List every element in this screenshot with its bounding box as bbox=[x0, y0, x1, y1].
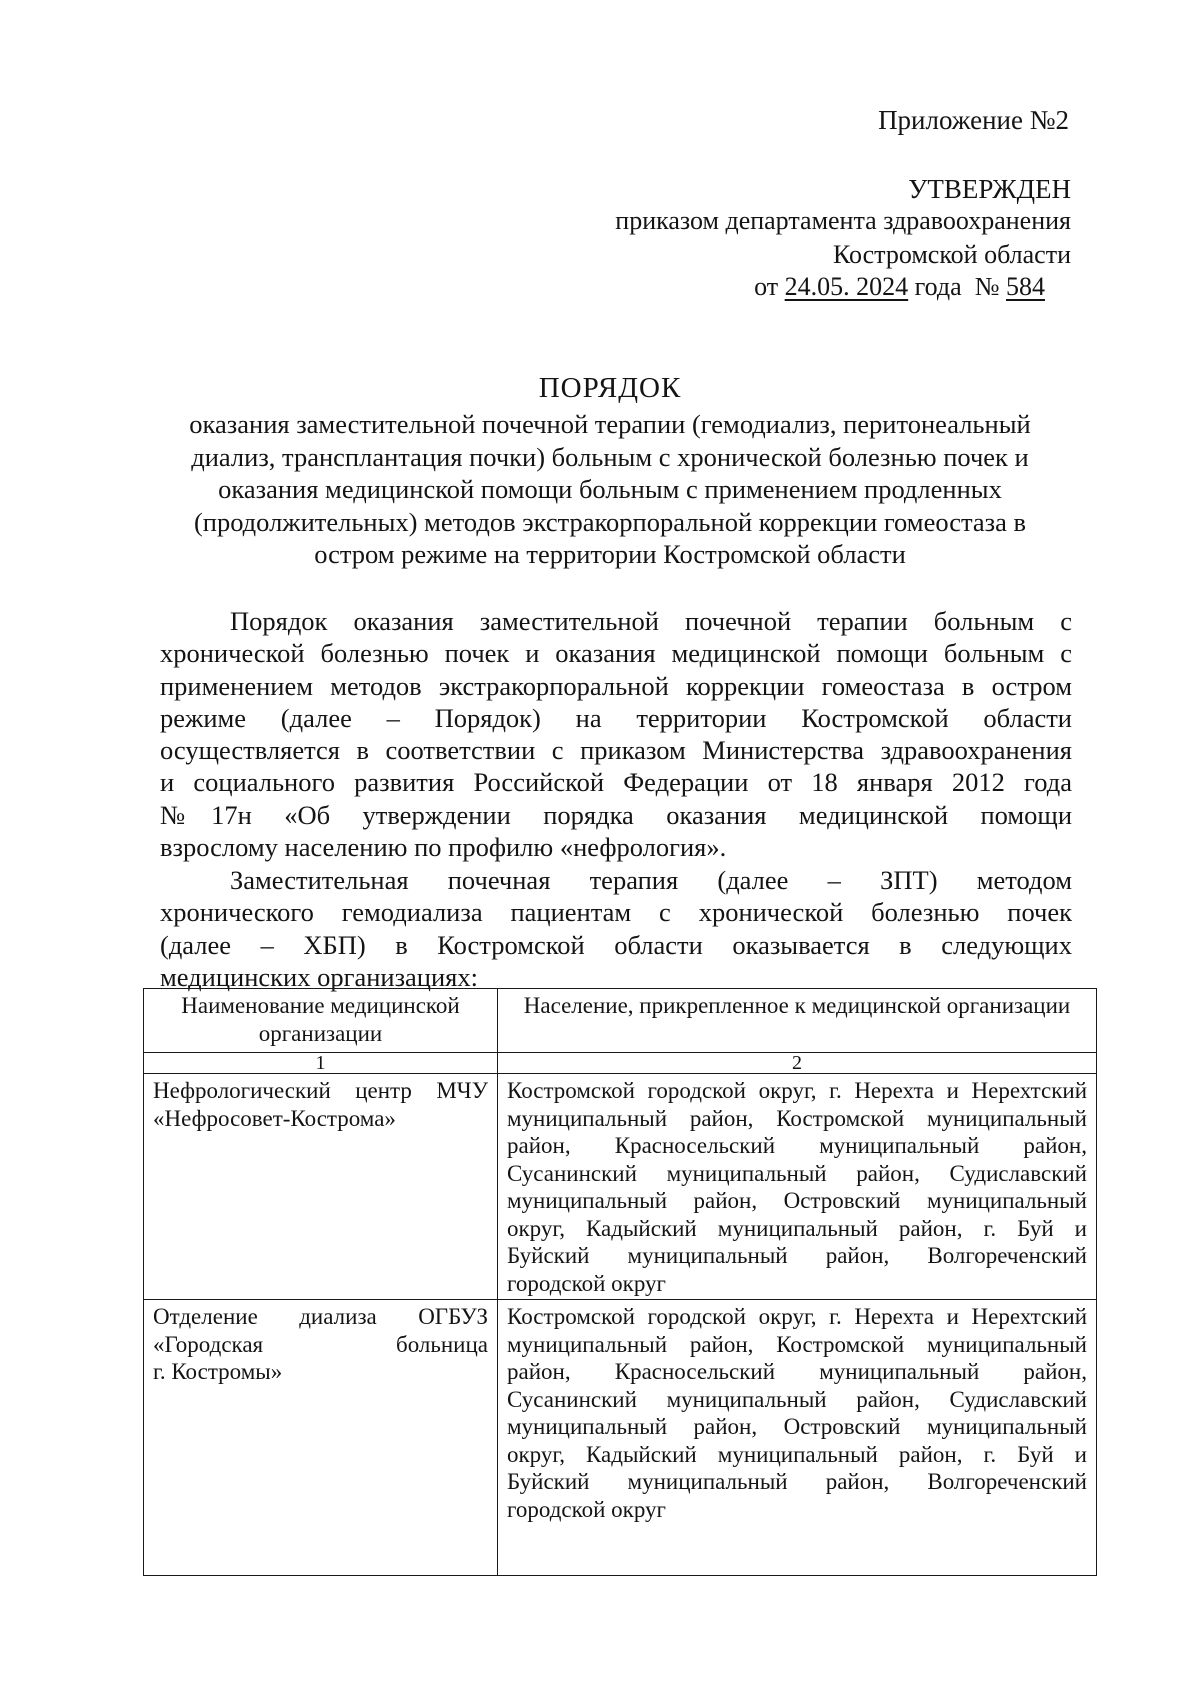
document-title: ПОРЯДОК bbox=[538, 372, 682, 404]
population-line: Буйский муниципальный район, Волгореченский bbox=[507, 1469, 1087, 1494]
paragraph-line: медицинских организациях: bbox=[160, 961, 478, 992]
date-prefix: от bbox=[754, 272, 785, 301]
paragraph-line: и социального развития Российской Федерации от 18 января 2012 года bbox=[160, 767, 1072, 798]
paragraph-line: осуществляется в соответствии с приказом Министерства здравоохранения bbox=[160, 735, 1072, 766]
column-number: 2 bbox=[498, 1053, 1097, 1074]
population-line: муниципальный район, Костромской муниципальный bbox=[507, 1331, 1087, 1357]
table-header-cell: Население, прикрепленное к медицинской организации bbox=[498, 989, 1097, 1053]
order-date-line bbox=[754, 272, 1045, 302]
population-line: Сусанинский муниципальный район, Судиславский bbox=[507, 1160, 1087, 1186]
organization-line: г. Костромы» bbox=[153, 1359, 283, 1384]
approved-label: УТВЕРЖДЕН bbox=[908, 174, 1071, 204]
population-line: муниципальный район, Островский муниципальный bbox=[507, 1188, 1087, 1213]
subtitle-line: оказания медицинской помощи больным с применением продленных bbox=[218, 474, 1002, 504]
medical-organizations-table bbox=[143, 988, 1097, 1576]
population-cell bbox=[498, 1074, 1097, 1300]
population-line: муниципальный район, Островский муниципальный bbox=[507, 1414, 1087, 1439]
population-line: Костромской городской округ, г. Нерехта и Нерехтский bbox=[507, 1304, 1087, 1329]
paragraph-zpt bbox=[160, 864, 1072, 993]
order-line-1: приказом департамента здравоохранения bbox=[615, 206, 1071, 235]
document-subtitle bbox=[160, 408, 1060, 571]
order-number: 584 bbox=[1006, 272, 1045, 301]
order-date: 24.05. 2024 bbox=[784, 272, 909, 301]
organization-line: Нефрологический центр МЧУ bbox=[153, 1078, 488, 1103]
population-cell bbox=[498, 1300, 1097, 1576]
organization-line: «Городская больница bbox=[153, 1331, 488, 1357]
table-numbering-row bbox=[144, 1053, 1097, 1074]
subtitle-line: оказания заместительной почечной терапии (гемодиализ, перитонеальный bbox=[189, 409, 1031, 439]
population-line: район, Красносельский муниципальный район, bbox=[507, 1359, 1087, 1384]
subtitle-line: остром режиме на территории Костромской области bbox=[314, 539, 906, 569]
population-line: Сусанинский муниципальный район, Судиславский bbox=[507, 1386, 1087, 1412]
organization-line: «Нефросовет-Кострома» bbox=[153, 1105, 396, 1131]
paragraph-line: режиме (далее – Порядок) на территории Костромской области bbox=[160, 702, 1072, 733]
organization-line: Отделение диализа ОГБУЗ bbox=[153, 1304, 488, 1329]
subtitle-line: диализ, трансплантация почки) больным с хронической болезнью почек и bbox=[191, 441, 1029, 472]
population-line: Буйский муниципальный район, Волгореченский bbox=[507, 1243, 1087, 1268]
paragraph-line: (далее – ХБП) в Костромской области оказывается в следующих bbox=[160, 929, 1072, 960]
subtitle-line: (продолжительных) методов экстракорпоральной коррекции гомеостаза в bbox=[193, 506, 1027, 537]
paragraph-line: №17н «Об утверждении порядка оказания медицинской помощи bbox=[160, 799, 1072, 830]
population-line: муниципальный район, Костромской муниципальный bbox=[507, 1105, 1087, 1131]
paragraph-line: взрослому населению по профилю «нефрология». bbox=[160, 832, 727, 863]
population-line: Костромской городской округ, г. Нерехта и Нерехтский bbox=[507, 1078, 1087, 1103]
population-line: городской округ bbox=[507, 1270, 666, 1296]
paragraph-intro bbox=[160, 605, 1072, 863]
paragraph-line: хронической болезнью почек и оказания медицинской помощи больным с bbox=[160, 638, 1072, 669]
paragraph-line: применением методов экстракорпоральной коррекции гомеостаза в остром bbox=[160, 670, 1072, 701]
paragraph-line: Заместительная почечная терапия (далее – ЗПТ) методом bbox=[230, 865, 1072, 895]
table-row bbox=[144, 1074, 1097, 1300]
order-line-2: Костромской области bbox=[832, 240, 1071, 269]
population-line: округ, Кадыйский муниципальный район, г. Буй и bbox=[507, 1441, 1087, 1467]
population-line: городской округ bbox=[507, 1496, 666, 1522]
paragraph-line: хронического гемодиализа пациентам с хронической болезнью почек bbox=[160, 897, 1072, 928]
year-word: года № bbox=[908, 272, 1006, 301]
table-row bbox=[144, 1300, 1097, 1576]
organization-cell bbox=[144, 1300, 498, 1576]
table-header-row bbox=[144, 989, 1097, 1053]
population-line: район, Красносельский муниципальный район, bbox=[507, 1133, 1087, 1158]
column-number: 1 bbox=[144, 1053, 498, 1074]
paragraph-line: Порядок оказания заместительной почечной терапии больным с bbox=[230, 606, 1072, 636]
population-line: округ, Кадыйский муниципальный район, г. Буй и bbox=[507, 1215, 1087, 1241]
table-header-cell: Наименование медицинской организации bbox=[144, 989, 498, 1053]
appendix-label: Приложение №2 bbox=[878, 105, 1069, 135]
organization-cell bbox=[144, 1074, 498, 1300]
